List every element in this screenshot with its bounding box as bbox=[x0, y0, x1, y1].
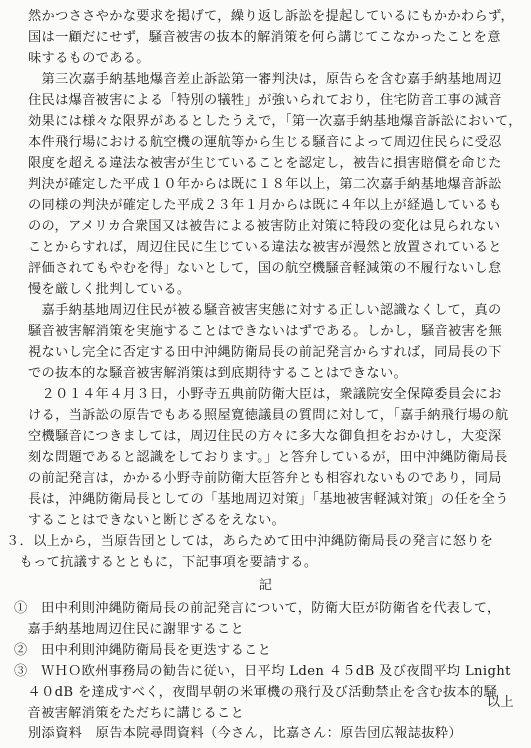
text-line: 判決が確定した平成１０年からは既に１８年以上，第二次嘉手納基地爆音訴訟 bbox=[28, 177, 502, 192]
attachment-note: 別添資料 原告本院尋問資料（今さん，比嘉さん：原告団広報誌抜粋） bbox=[28, 726, 462, 741]
text-line: ２０１４年４月３日，小野寺五典前防衛大臣は，衆議院安全保障委員会にお bbox=[28, 387, 502, 402]
text-line: 味するものである。 bbox=[28, 51, 150, 66]
text-line: 本件飛行場における航空機の運航等から生じる騒音によって周辺住民らに受忍 bbox=[28, 135, 502, 150]
text-line: 嘉手納基地周辺住民が被る騒音被害実態に対する正しい認識なくして，真の bbox=[28, 303, 502, 318]
text-line: 刻な問題であると認識をしております。」と答弁しているが，田中沖縄防衛局長 bbox=[28, 450, 508, 465]
text-line: 騒音被害解消策を実施することはできないはずである。しかし，騒音被害を無 bbox=[28, 324, 503, 339]
text-line: もって抗議するとともに，下記事項を要請する。 bbox=[6, 555, 318, 570]
text-line: ３．以上から，当原告団としては，あらためて田中沖縄防衛局長の発言に怒りを bbox=[6, 534, 494, 549]
text-line: ける，当訴訟の原告でもある照屋寛徳議員の質問に対して，「嘉手納飛行場の航 bbox=[28, 408, 509, 423]
text-line: 限度を超える違法な被害が生じていることを認定し，被告に損害賠償を命じた bbox=[28, 156, 502, 171]
text-line: 第三次嘉手納基地爆音差止訴訟第一審判決は，原告らを含む嘉手納基地周辺 bbox=[28, 72, 502, 87]
text-line: 然かつささやかな要求を掲げて，繰り返し訴訟を提起しているにもかかわらず， bbox=[28, 9, 515, 24]
closing-mark: 以上 bbox=[486, 695, 514, 710]
text-line: することはできないと断じざるをえない。 bbox=[28, 513, 286, 528]
text-line: 評価されてもやむを得」ないとして，国の航空機騒音軽減策の不履行ないし怠 bbox=[28, 261, 502, 276]
ki-heading: 記 bbox=[258, 578, 273, 593]
text-line: 嘉手納基地周辺住民に謝罪すること bbox=[14, 622, 245, 637]
text-line: 空機騒音につきましては，周辺住民の方々に多大な御負担をおかけし，大変深 bbox=[28, 429, 502, 444]
request-item-3: ③ ＷＨＯ欧州事務局の勧告に従い，日平均 Lden ４５dB 及び夜間平均 Lnight bbox=[14, 664, 511, 679]
text-line: の同様の判決が確定した平成２３年１月からは既に４年以上が経過しているも bbox=[28, 198, 502, 213]
text-line: のの，アメリカ合衆国又は被告による被害防止対策に特段の変化は見られない bbox=[28, 219, 501, 234]
text-line: ことからすれば，周辺住民に生じている違法な被害が漫然と放置されていると bbox=[28, 240, 502, 255]
text-line: の前記発言は，かかる小野寺前防衛大臣答弁とも相容れないものであり，同局 bbox=[28, 471, 502, 486]
text-line: 長は，沖縄防衛局長としての「基地周辺対策」「基地被害軽減対策」の任を全う bbox=[28, 492, 509, 507]
text-line: 音被害解消策をただちに講じること bbox=[14, 706, 245, 721]
text-line: ４０dB を達成すべく，夜間早朝の米軍機の飛行及び活動禁止を含む抜本的騒 bbox=[14, 685, 498, 700]
text-line: 効果には様々な限界があるとしたうえで，「第一次嘉手納基地爆音訴訟において， bbox=[28, 114, 522, 129]
text-line: での抜本的な騒音被害解消策は到底期待することはできない。 bbox=[28, 366, 408, 381]
request-item-2: ② 田中利則沖縄防衛局長を更迭すること bbox=[14, 643, 272, 658]
text-line: 慢を厳しく批判している。 bbox=[28, 282, 191, 297]
text-line: 住民は爆音被害による「特別の犠牲」が強いられており，住宅防音工事の減音 bbox=[28, 93, 502, 108]
text-line: 国は一顧だにせず，騒音被害の抜本的解消策を何ら講じてこなかったことを意 bbox=[28, 30, 501, 45]
request-item-1: ① 田中利則沖縄防衛局長の前記発言について，防衛大臣が防衛省を代表して， bbox=[14, 601, 501, 616]
text-line: 視ないし完全に否定する田中沖縄防衛局長の前記発言からすれば，同局長の下 bbox=[28, 345, 502, 360]
